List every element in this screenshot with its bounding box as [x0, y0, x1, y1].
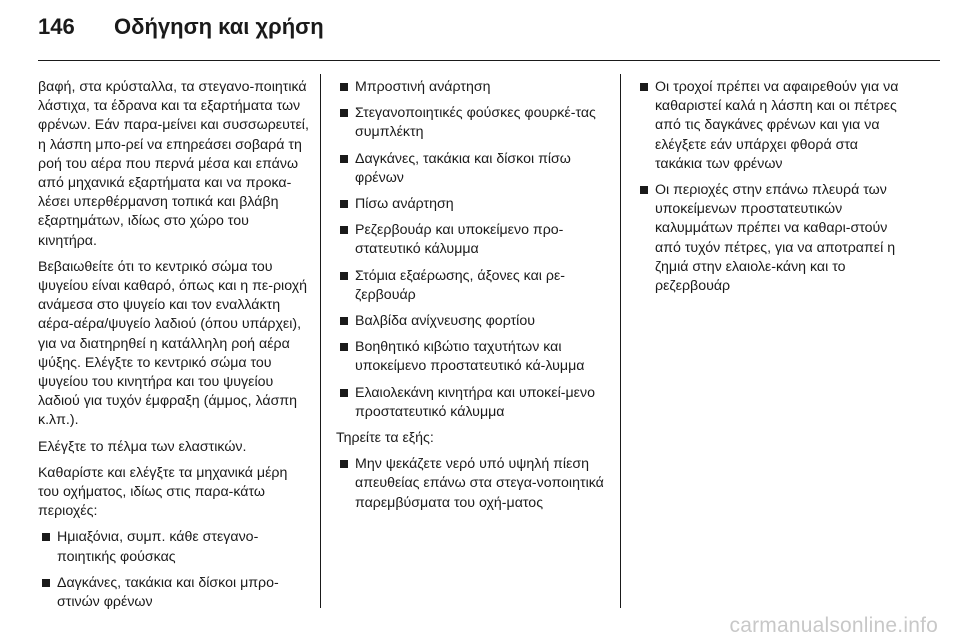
page-number: 146 — [38, 14, 75, 39]
column-divider-1 — [320, 74, 321, 608]
column-1 — [38, 78, 310, 619]
list-item-text: Πίσω ανάρτηση — [355, 196, 454, 213]
paragraph: Τηρείτε τα εξής: — [336, 430, 434, 447]
column-2 — [336, 78, 608, 520]
bullet-list — [636, 78, 908, 296]
list-item — [336, 195, 608, 214]
paragraph: Βεβαιωθείτε ότι το κεντρικό σώμα του ψυγείου είναι καθαρό, όπως και η πε-ριοχή ανάμεσα στο ψυγείο και τον εναλλάκτη αέρα-αέρα/ψυγείο λαδιού (όπου υπάρχει), για να διατηρηθεί η κατάλληλη ροή αέρα ψύξης. Ελέγξτε το κεντρικό σώμα του ψυγείου του κινητήρα και του ψυγείου λαδιού για τυχόν έμφραξη (άμμος, λάσπη κ.λπ.). — [38, 258, 308, 429]
paragraph: βαφή, στα κρύσταλλα, τα στεγανο-ποιητικά λάστιχα, τα έδρανα και τα εξαρτήματα των φρένων. Εάν παρα-μείνει και συσσωρευτεί, η λάσπη μπο-ρεί να επηρεάσει σοβαρά τη ροή του αέρα που περνά μέσα και επάνω από μηχανικά εξαρτήματα και να προκα-λέσει υπερθέρμανση τοπικά και βλάβη εξαρτημάτων, ιδίως στο χώρο του κινητήρα. — [38, 79, 309, 249]
square-bullet-icon — [340, 460, 348, 468]
square-bullet-icon — [42, 579, 50, 587]
list-item-text: Οι περιοχές στην επάνω πλευρά των υποκείμενων προστατευτικών καλυμμάτων πρέπει να καθαρι-στούν από τυχόν πέτρες, για να αποτραπεί η ζημιά στην ελαιολε-κάνη και το ρεζερβουάρ — [655, 182, 896, 295]
list-item — [336, 104, 608, 142]
list-item — [336, 267, 608, 305]
page-title: Οδήγηση και χρήση — [114, 14, 324, 39]
list-item-text: Δαγκάνες, τακάκια και δίσκοι μπρο-στινών φρένων — [57, 574, 279, 611]
list-item-text: Στεγανοποιητικές φούσκες φουρκέ-τας συμπλέκτη — [355, 105, 596, 141]
list-item — [336, 221, 608, 259]
column-divider-2 — [620, 74, 621, 608]
watermark-text: carmanualsonline.info — [729, 614, 938, 637]
square-bullet-icon — [640, 83, 648, 91]
list-item-text: Βοηθητικό κιβώτιο ταχυτήτων και υποκείμενο προστατευτικό κά-λυμμα — [355, 339, 585, 375]
square-bullet-icon — [340, 200, 348, 208]
list-item-text: Μπροστινή ανάρτηση — [355, 79, 491, 95]
list-item-text: Ελαιολεκάνη κινητήρα και υποκεί-μενο προστατευτικό κάλυμμα — [355, 384, 595, 420]
list-item — [336, 338, 608, 376]
square-bullet-icon — [340, 83, 348, 91]
list-item-text: Βαλβίδα ανίχνευσης φορτίου — [355, 313, 535, 330]
list-item — [336, 150, 608, 188]
list-item-text: Στόμια εξαέρωσης, άξονες και ρε-ζερβουάρ — [355, 267, 565, 303]
list-item — [38, 574, 310, 612]
paragraph: Καθαρίστε και ελέγξτε τα μηχανικά μέρη του οχήματος, ιδίως στις παρα-κάτω περιοχές: — [38, 464, 288, 520]
list-item — [636, 78, 908, 174]
list-item — [336, 384, 608, 422]
square-bullet-icon — [340, 389, 348, 397]
bullet-list — [336, 78, 608, 422]
list-item — [38, 528, 310, 566]
bullet-list — [336, 455, 608, 513]
list-item — [336, 455, 608, 513]
page-header — [38, 14, 324, 50]
square-bullet-icon — [640, 186, 648, 194]
square-bullet-icon — [42, 533, 50, 541]
paragraph: Ελέγξτε το πέλμα των ελαστικών. — [38, 438, 247, 455]
square-bullet-icon — [340, 317, 348, 325]
list-item — [336, 312, 608, 331]
square-bullet-icon — [340, 272, 348, 280]
list-item-text: Ημιαξόνια, συμπ. κάθε στεγανο-ποιητικής φούσκας — [57, 529, 259, 565]
column-3 — [636, 78, 908, 303]
list-item-text: Δαγκάνες, τακάκια και δίσκοι πίσω φρένων — [355, 150, 571, 186]
bullet-list — [38, 528, 310, 612]
square-bullet-icon — [340, 226, 348, 234]
square-bullet-icon — [340, 109, 348, 117]
list-item-text: Οι τροχοί πρέπει να αφαιρεθούν για να καθαριστεί καλά η λάσπη και οι πέτρες από τις δαγκάνες φρένων και για να ελέγξετε εάν υπάρχει φθορά στα τακάκια των φρένων — [655, 79, 899, 172]
header-rule — [38, 60, 940, 61]
square-bullet-icon — [340, 155, 348, 163]
list-item — [336, 78, 608, 97]
square-bullet-icon — [340, 343, 348, 351]
list-item — [636, 181, 908, 296]
list-item-text: Ρεζερβουάρ και υποκείμενο προ-στατευτικό κάλυμμα — [355, 222, 564, 258]
list-item-text: Μην ψεκάζετε νερό υπό υψηλή πίεση απευθείας επάνω στα στεγα-νοποιητικά παρεμβύσματα του οχή-ματος — [355, 456, 604, 511]
